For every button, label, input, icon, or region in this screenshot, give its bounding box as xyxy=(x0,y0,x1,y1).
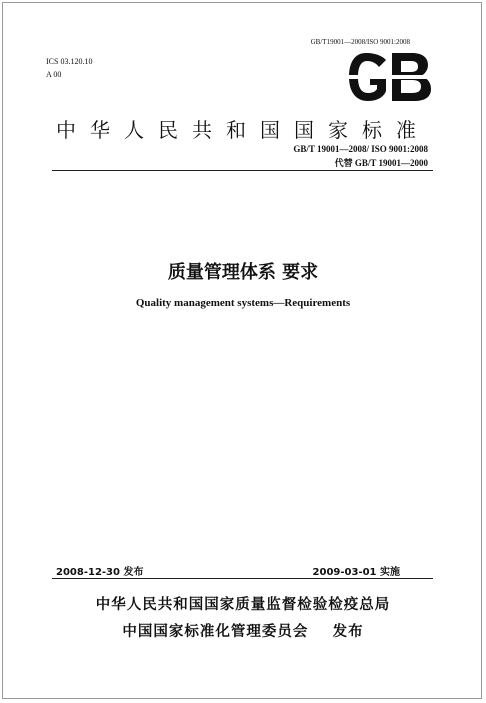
document-title-english: Quality management systems—Requirements xyxy=(135,297,351,309)
gb-logo xyxy=(346,50,434,104)
publish-date: 2008-12-30 发布 xyxy=(56,567,144,578)
header-standard-code: GB/T19001—2008/ISO 9001:2008 xyxy=(310,38,410,46)
ics-code: ICS 03.120.10 xyxy=(46,57,93,66)
issuer-agency-2: 中国国家标准化管理委员会 发布 xyxy=(122,624,364,640)
issuer-agency-1: 中华人民共和国国家质量监督检验检疫总局 xyxy=(95,597,391,613)
ccs-code: A 00 xyxy=(46,70,62,79)
bottom-divider xyxy=(52,578,433,579)
top-divider xyxy=(52,170,433,171)
national-standard-heading: 中华人民共和国国家标准 xyxy=(56,118,430,142)
document-title-chinese: 质量管理体系 要求 xyxy=(167,262,319,283)
standard-number: GB/T 19001—2008/ ISO 9001:2008 xyxy=(293,144,428,154)
replaces-standard: 代替 GB/T 19001—2000 xyxy=(334,158,428,168)
implementation-date: 2009-03-01 实施 xyxy=(312,567,400,578)
